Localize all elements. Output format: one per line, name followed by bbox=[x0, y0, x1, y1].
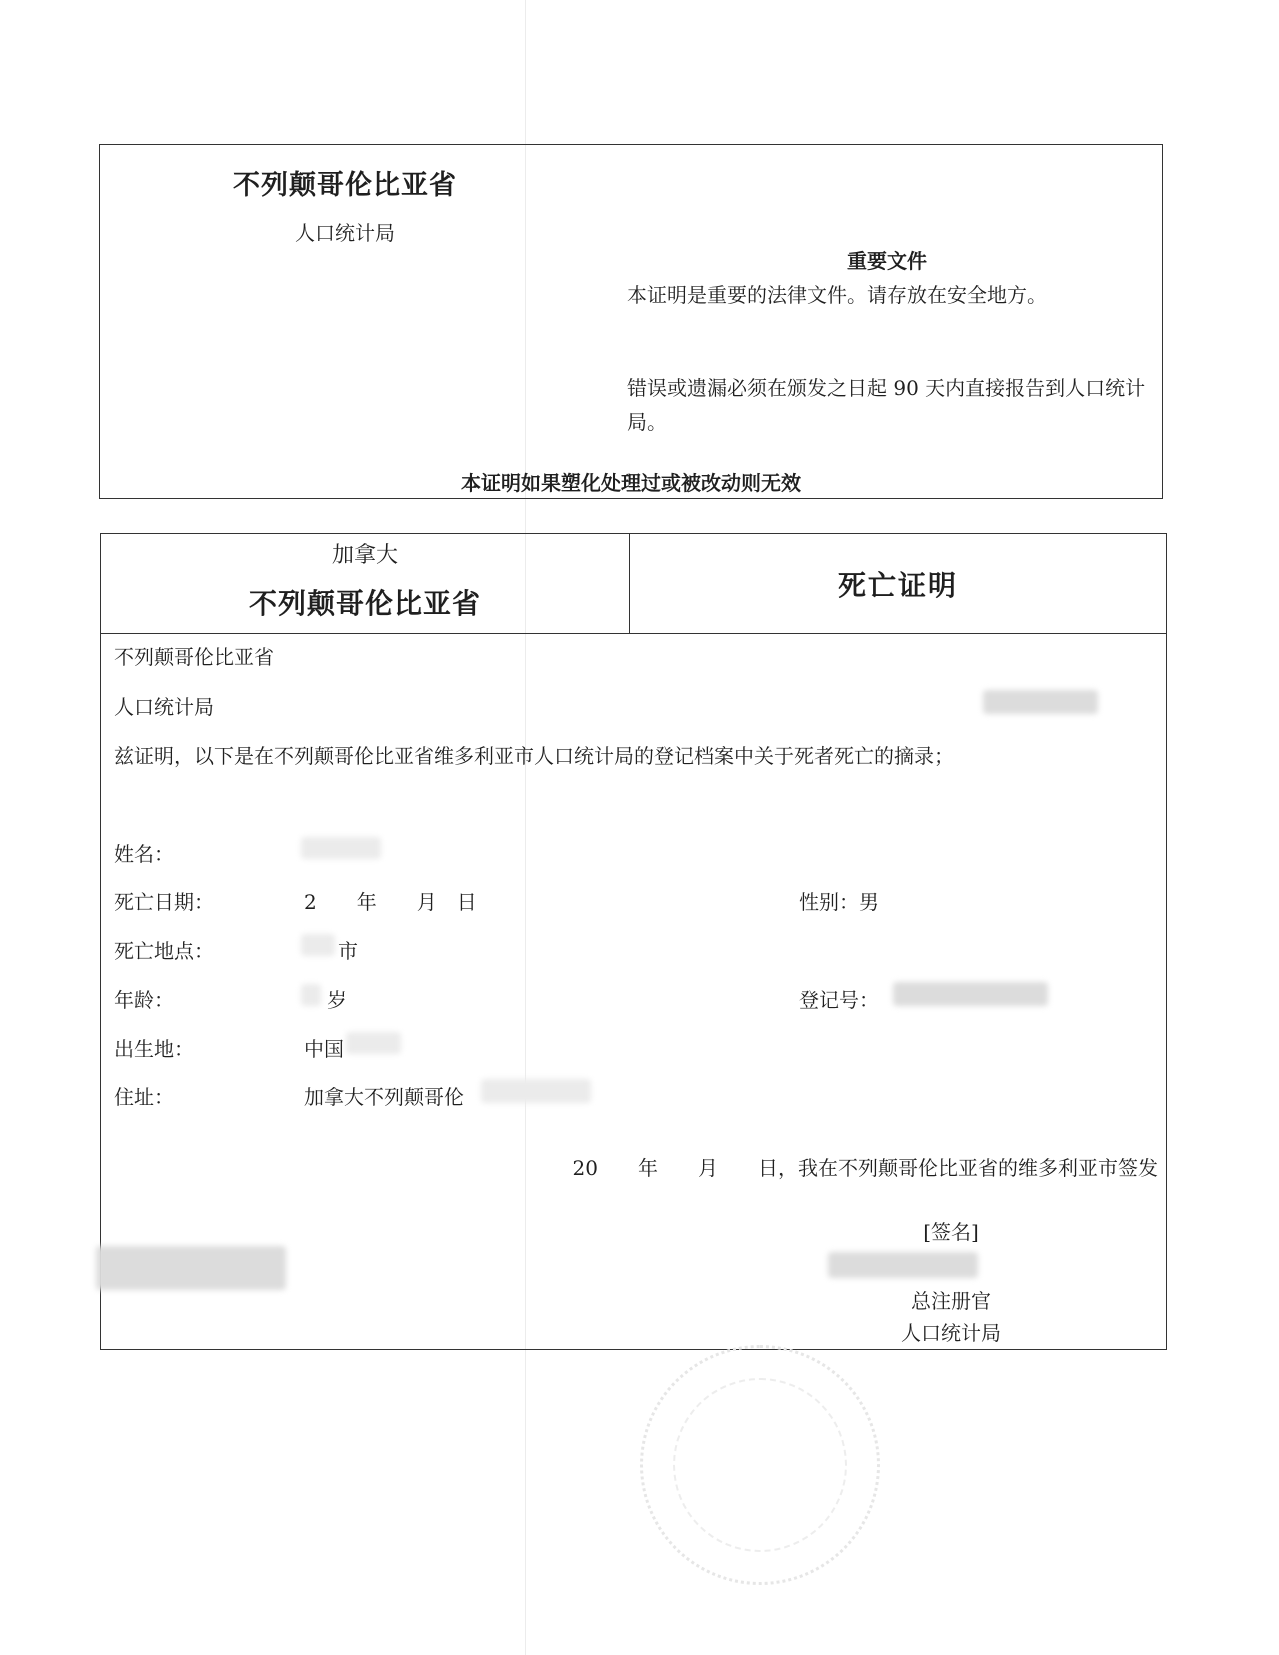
notice-bureau: 人口统计局 bbox=[295, 221, 395, 245]
certificate-header bbox=[101, 534, 1166, 634]
issuance-statement: 20 年 月 日，我在不列颠哥伦比亚省的维多利亚市签发 bbox=[572, 1156, 1158, 1180]
signer-bureau: 人口统计局 bbox=[901, 1321, 1001, 1345]
registration-number-label: 登记号： bbox=[799, 988, 879, 1012]
important-title: 重要文件 bbox=[847, 249, 927, 273]
death-date-label: 死亡日期： bbox=[114, 890, 214, 914]
void-notice: 本证明如果塑化处理过或被改动则无效 bbox=[461, 471, 801, 495]
redacted-certificate-number bbox=[983, 690, 1098, 714]
notice-box bbox=[99, 144, 1163, 499]
important-line-2: 错误或遗漏必须在颁发之日起 90 天内直接报告到人口统计局。 bbox=[627, 376, 1146, 434]
birthplace-value: 中国 bbox=[304, 1037, 344, 1061]
redacted-registration-number bbox=[893, 982, 1048, 1006]
sex-field: 性别：男 bbox=[799, 890, 879, 914]
redacted-stamp-left bbox=[96, 1246, 286, 1290]
header-country: 加拿大 bbox=[331, 543, 398, 568]
signature-label: [签名] bbox=[923, 1220, 979, 1244]
header-province: 不列颠哥伦比亚省 bbox=[248, 587, 481, 620]
issuer-province: 不列颠哥伦比亚省 bbox=[114, 645, 274, 669]
redacted-age bbox=[301, 984, 321, 1006]
issuer-bureau: 人口统计局 bbox=[114, 695, 214, 719]
header-left-cell bbox=[101, 534, 630, 633]
certify-statement: 兹证明，以下是在不列颠哥伦比亚省维多利亚市人口统计局的登记档案中关于死者死亡的摘录； bbox=[114, 744, 954, 768]
address-label: 住址： bbox=[114, 1085, 174, 1109]
notary-seal-stamp bbox=[640, 1345, 880, 1585]
birthplace-label: 出生地： bbox=[114, 1037, 194, 1061]
redacted-address bbox=[481, 1079, 591, 1103]
redacted-death-place bbox=[301, 934, 335, 956]
death-place-value: 市 bbox=[338, 939, 358, 963]
address-value: 加拿大不列颠哥伦 bbox=[304, 1085, 464, 1109]
important-line-1: 本证明是重要的法律文件。请存放在安全地方。 bbox=[627, 283, 1047, 307]
signer-title: 总注册官 bbox=[911, 1289, 991, 1313]
certificate-title: 死亡证明 bbox=[837, 569, 958, 602]
death-place-label: 死亡地点： bbox=[114, 939, 214, 963]
age-label: 年龄： bbox=[114, 988, 174, 1012]
death-certificate bbox=[100, 533, 1167, 1350]
redacted-name bbox=[301, 837, 381, 859]
name-label: 姓名： bbox=[114, 842, 174, 866]
death-date-value: 2 年 月 日 bbox=[304, 890, 477, 914]
age-value: 岁 bbox=[327, 988, 347, 1012]
redacted-birthplace bbox=[346, 1032, 401, 1054]
notice-province: 不列颠哥伦比亚省 bbox=[233, 170, 457, 201]
redacted-signer-name bbox=[828, 1252, 978, 1278]
